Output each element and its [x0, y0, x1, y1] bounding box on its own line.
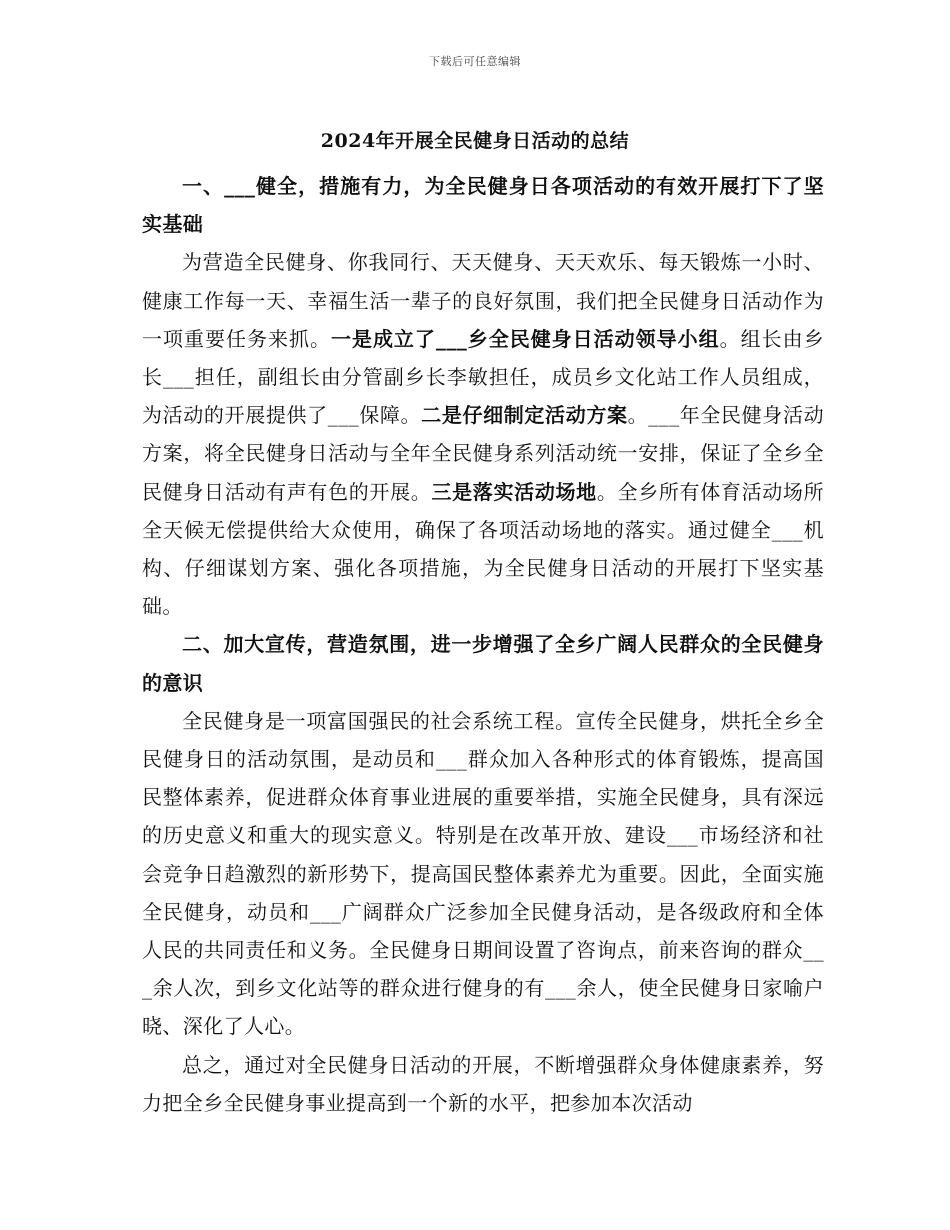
paragraph-2: 全民健身是一项富国强民的社会系统工程。宣传全民健身，烘托全乡全民健身日的活动氛围，是动员和___群众加入各种形式的体育锻炼，提高国民整体素养，促进群众体育事业进展的重要举措，实施全民健身，具有深远的历史意义和重大的现实意义。特别是在改革开放、建设___市场经济和社会竞争日趋激烈的新形势下，提高国民整体素养尤为重要。因此，全面实施全民健身，动员和___广阔群众广泛参加全民健身活动，是各级政府和全体人民的共同责任和义务。全民健身日期间设置了咨询点，前来咨询的群众___余人次，到乡文化站等的群众进行健身的有___余人，使全民健身日家喻户晓、深化了人心。 — [142, 708, 824, 1039]
paragraph-1-text-3: 。___年全民健身活动方案，将全民健身日活动与全年全民健身系列活动统一安排，保证了全乡全民健身日活动有声有色的开展。 — [142, 403, 825, 504]
document-body — [142, 167, 824, 1122]
paragraph-1-text-4: 。全乡所有体育活动场所全天候无偿提供给大众使用，确保了各项活动场地的落实。通过健全___机构、仔细谋划方案、强化各项措施，为全民健身日活动的开展打下坚实基础。 — [142, 479, 825, 619]
paragraph-1-text-2: 。组长由乡长___担任，副组长由分管副乡长李敏担任，成员乡文化站工作人员组成，为活动的开展提供了___保障。 — [142, 326, 825, 428]
document-title: 2024年开展全民健身日活动的总结 — [320, 130, 630, 152]
section-2-heading: 二、加大宣传，营造氛围，进一步增强了全乡广阔人民群众的全民健身的意识 — [142, 632, 824, 695]
paragraph-3: 总之，通过对全民健身日活动的开展，不断增强群众身体健康素养，努力把全乡全民健身事业提高到一个新的水平，把参加本次活动 — [142, 1052, 824, 1115]
paragraph-1-text-1: 为营造全民健身、你我同行、天天健身、天天欢乐、每天锻炼一小时、健康工作每一天、幸福生活一辈子的良好氛围，我们把全民健身日活动作为一项重要任务来抓。 — [142, 250, 824, 351]
paragraph-1-bold-2: 二是仔细制定活动方案 — [421, 403, 628, 428]
page-header-note: 下载后可任意编辑 — [429, 55, 521, 68]
section-1-heading: 一、___健全，措施有力，为全民健身日各项活动的有效开展打下了坚实基础 — [142, 174, 824, 237]
paragraph-1-bold-3: 三是落实活动场地 — [431, 479, 597, 504]
paragraph-1 — [142, 243, 824, 625]
paragraph-1-bold-1: 一是成立了___乡全民健身日活动领导小组 — [330, 326, 720, 351]
